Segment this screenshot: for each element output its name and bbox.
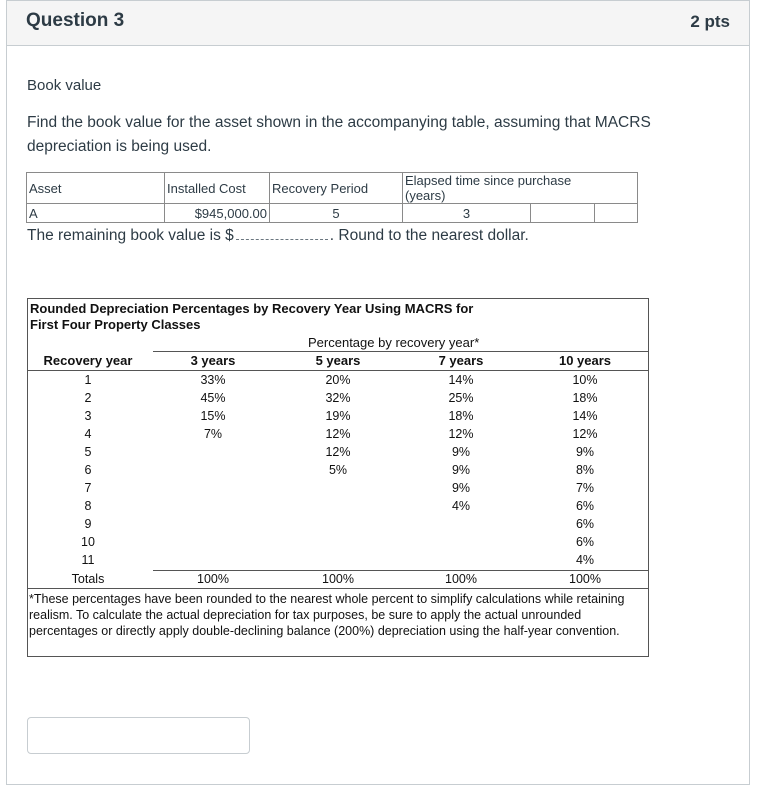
asset-cell-empty-1	[531, 204, 595, 223]
macrs-cell-year-row-5: 5	[84, 445, 92, 459]
macrs-cell-5yr-row-8	[293, 497, 383, 515]
macrs-cell-year-row-3: 3	[84, 409, 92, 423]
macrs-rule-footnote	[28, 588, 648, 589]
macrs-cell-7yr-row-5: 9%	[451, 445, 471, 459]
macrs-totals-label: Totals	[71, 572, 105, 586]
question-subtitle: Book value	[27, 77, 102, 94]
macrs-cell-10yr-row-5: 9%	[575, 445, 595, 459]
asset-header-empty	[595, 173, 638, 204]
macrs-cell-7yr-row-10	[416, 533, 506, 551]
macrs-cell-7yr-row-1: 14%	[448, 373, 474, 387]
macrs-cell-7yr-row-9	[416, 515, 506, 533]
answer-blank	[236, 227, 328, 240]
macrs-cell-5yr-row-10	[293, 533, 383, 551]
asset-cell-empty-2	[595, 204, 638, 223]
macrs-cell-year-row-1: 1	[84, 373, 92, 387]
macrs-cell-5yr-row-7	[293, 479, 383, 497]
asset-cell-installed-cost: $945,000.00	[165, 204, 270, 223]
macrs-cell-10yr-row-1: 10%	[572, 373, 598, 387]
asset-cell-recovery-period: 5	[270, 204, 403, 223]
macrs-cell-year-row-10: 10	[81, 535, 95, 549]
macrs-cell-10yr-row-10: 6%	[575, 535, 595, 549]
macrs-cell-7yr-row-7: 9%	[451, 481, 471, 495]
macrs-cell-year-row-11: 11	[81, 553, 95, 567]
macrs-cell-year-row-9: 9	[84, 517, 92, 531]
question-header	[7, 1, 749, 46]
macrs-col-10-years: 10 years	[558, 353, 612, 368]
macrs-cell-7yr-row-6: 9%	[451, 463, 471, 477]
macrs-cell-5yr-row-1: 20%	[325, 373, 351, 387]
macrs-cell-3yr-row-4: 7%	[203, 427, 223, 441]
macrs-cell-year-row-2: 2	[84, 391, 92, 405]
macrs-cell-10yr-row-2: 18%	[572, 391, 598, 405]
macrs-col-5-years: 5 years	[315, 353, 361, 368]
macrs-cell-10yr-row-11: 4%	[575, 553, 595, 567]
macrs-cell-10yr-row-3: 14%	[572, 409, 598, 423]
macrs-total-10yr: 100%	[569, 572, 601, 586]
question-card	[6, 0, 750, 785]
macrs-cell-3yr-row-6	[168, 461, 258, 479]
macrs-total-5yr: 100%	[322, 572, 354, 586]
macrs-cell-5yr-row-9	[293, 515, 383, 533]
macrs-cell-7yr-row-8: 4%	[451, 499, 471, 513]
macrs-cell-7yr-row-11	[416, 551, 506, 569]
asset-table-header-row	[27, 173, 638, 204]
macrs-footnote: *These percentages have been rounded to the nearest whole percent to simplify calculations while retaining realism. To calculate the actual depreciation for tax purposes, be sure to apply the actual unrounded percentages or directly apply double-declining balance (200%) depreciation using the half-year convention.	[29, 592, 625, 638]
macrs-col-3-years: 3 years	[190, 353, 236, 368]
macrs-cell-3yr-row-1: 33%	[200, 373, 226, 387]
macrs-percentage-header: Percentage by recovery year*	[308, 335, 480, 350]
macrs-cell-3yr-row-9	[168, 515, 258, 533]
macrs-cell-3yr-row-3: 15%	[200, 409, 226, 423]
macrs-title: Rounded Depreciation Percentages by Recovery Year Using MACRS for First Four Property Classes	[30, 301, 474, 332]
answer-input[interactable]	[27, 717, 250, 754]
answer-sentence-before: The remaining book value is $	[27, 227, 234, 244]
macrs-cell-3yr-row-2: 45%	[200, 391, 226, 405]
macrs-cell-3yr-row-5	[168, 443, 258, 461]
macrs-cell-5yr-row-6: 5%	[328, 463, 348, 477]
macrs-cell-5yr-row-11	[293, 551, 383, 569]
asset-header-elapsed-time: Elapsed time since purchase (years)	[403, 173, 595, 204]
macrs-cell-7yr-row-4: 12%	[448, 427, 474, 441]
macrs-cell-year-row-8: 8	[84, 499, 92, 513]
macrs-cell-10yr-row-7: 7%	[575, 481, 595, 495]
macrs-cell-year-row-4: 4	[84, 427, 92, 441]
macrs-cell-3yr-row-11	[168, 551, 258, 569]
macrs-cell-year-row-6: 6	[84, 463, 92, 477]
macrs-cell-5yr-row-5: 12%	[325, 445, 351, 459]
question-prompt: Find the book value for the asset shown in the accompanying table, assuming that MACRS depreciation is being used.	[27, 114, 651, 155]
macrs-cell-3yr-row-7	[168, 479, 258, 497]
answer-sentence	[27, 227, 529, 245]
asset-header-recovery-period: Recovery Period	[270, 173, 403, 204]
macrs-cell-10yr-row-4: 12%	[572, 427, 598, 441]
question-points: 2 pts	[690, 12, 730, 31]
asset-header-installed-cost: Installed Cost	[165, 173, 270, 204]
macrs-total-7yr: 100%	[445, 572, 477, 586]
macrs-cell-5yr-row-2: 32%	[325, 391, 351, 405]
asset-header-asset: Asset	[27, 173, 165, 204]
macrs-cell-3yr-row-8	[168, 497, 258, 515]
macrs-total-3yr: 100%	[197, 572, 229, 586]
macrs-cell-5yr-row-4: 12%	[325, 427, 351, 441]
macrs-cell-year-row-7: 7	[84, 481, 92, 495]
macrs-cell-7yr-row-3: 18%	[448, 409, 474, 423]
asset-table-row	[27, 204, 638, 223]
asset-table	[26, 172, 638, 223]
asset-cell-elapsed-time: 3	[403, 204, 531, 223]
macrs-col-recovery-year: Recovery year	[43, 353, 133, 368]
macrs-cell-3yr-row-10	[168, 533, 258, 551]
macrs-table-image	[27, 298, 649, 657]
answer-sentence-after: . Round to the nearest dollar.	[329, 227, 529, 244]
question-title: Question 3	[26, 10, 125, 31]
macrs-cell-10yr-row-6: 8%	[575, 463, 595, 477]
macrs-cell-10yr-row-9: 6%	[575, 517, 595, 531]
macrs-cell-10yr-row-8: 6%	[575, 499, 595, 513]
macrs-cell-5yr-row-3: 19%	[325, 409, 351, 423]
asset-cell-name: A	[27, 204, 165, 223]
macrs-cell-7yr-row-2: 25%	[448, 391, 474, 405]
macrs-col-7-years: 7 years	[438, 353, 484, 368]
macrs-rule-top	[153, 351, 649, 352]
